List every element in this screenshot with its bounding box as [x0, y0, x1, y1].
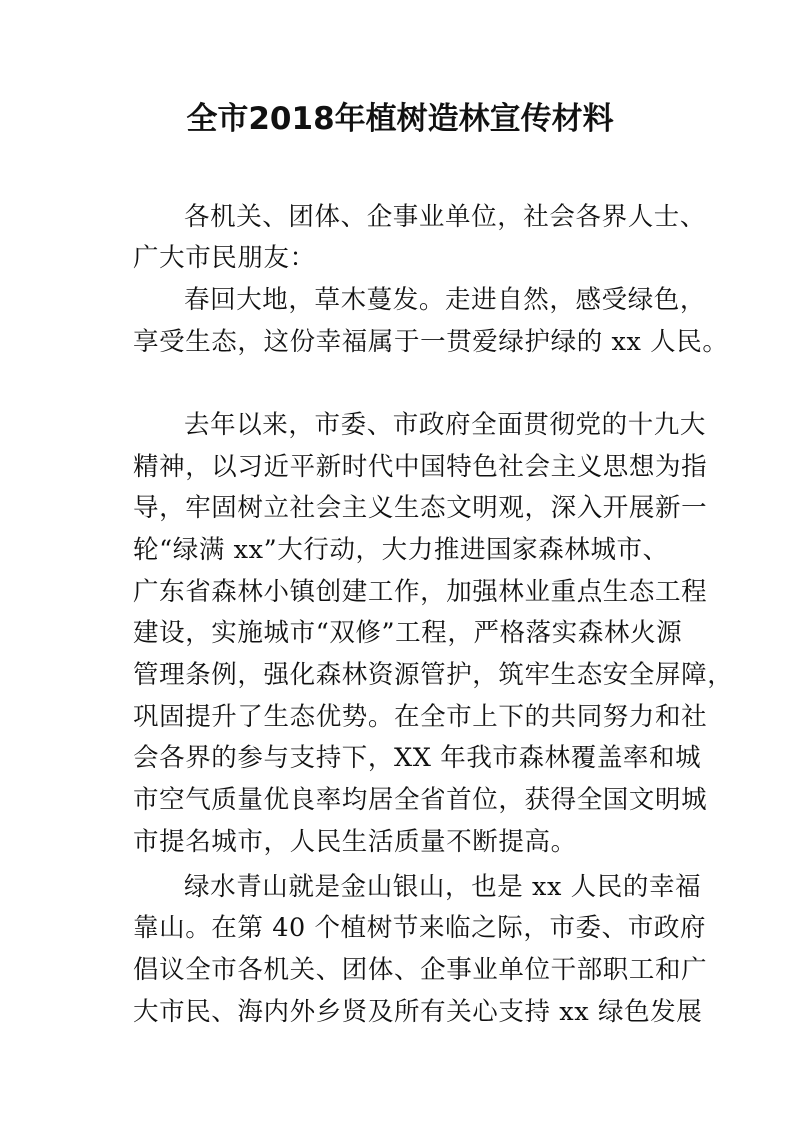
text-line: 靠山。在第 40 个植树节来临之际，市委、市政府	[133, 913, 707, 943]
text-line: 春回大地，草木蔓发。走进自然，感受绿色，	[184, 285, 707, 315]
document-title: 全市2018年植树造林宣传材料	[186, 101, 614, 137]
text-line: 享受生态，这份幸福属于一贯爱绿护绿的 xx 人民。	[133, 327, 729, 357]
text-line: 导，牢固树立社会主义生态文明观，深入开展新一	[133, 493, 708, 523]
text-line: 管理条例，强化森林资源管护，筑牢生态安全屏障，	[133, 660, 734, 690]
text-line: 倡议全市各机关、团体、企事业单位干部职工和广	[133, 955, 708, 985]
text-line: 巩固提升了生态优势。在全市上下的共同努力和社	[133, 702, 708, 732]
text-line: 广大市民朋友：	[133, 243, 316, 273]
text-line: 精神，以习近平新时代中国特色社会主义思想为指	[133, 452, 708, 482]
text-line: 轮“绿满 xx”大行动，大力推进国家森林城市、	[133, 535, 669, 565]
text-line: 大市民、海内外乡贤及所有关心支持 xx 绿色发展	[133, 997, 703, 1027]
text-line: 建设，实施城市“双修”工程，严格落实森林火源	[133, 618, 683, 648]
text-line: 市空气质量优良率均居全省首位，获得全国文明城	[133, 785, 708, 815]
text-line: 去年以来，市委、市政府全面贯彻党的十九大	[184, 410, 707, 440]
text-line: 绿水青山就是金山银山，也是 xx 人民的幸福	[184, 872, 702, 902]
text-line: 会各界的参与支持下，XX 年我市森林覆盖率和城	[133, 743, 702, 773]
text-line: 各机关、团体、企事业单位，社会各界人士、	[184, 202, 707, 232]
text-line: 市提名城市，人民生活质量不断提高。	[133, 827, 577, 857]
text-line: 广东省森林小镇创建工作，加强林业重点生态工程	[133, 577, 708, 607]
